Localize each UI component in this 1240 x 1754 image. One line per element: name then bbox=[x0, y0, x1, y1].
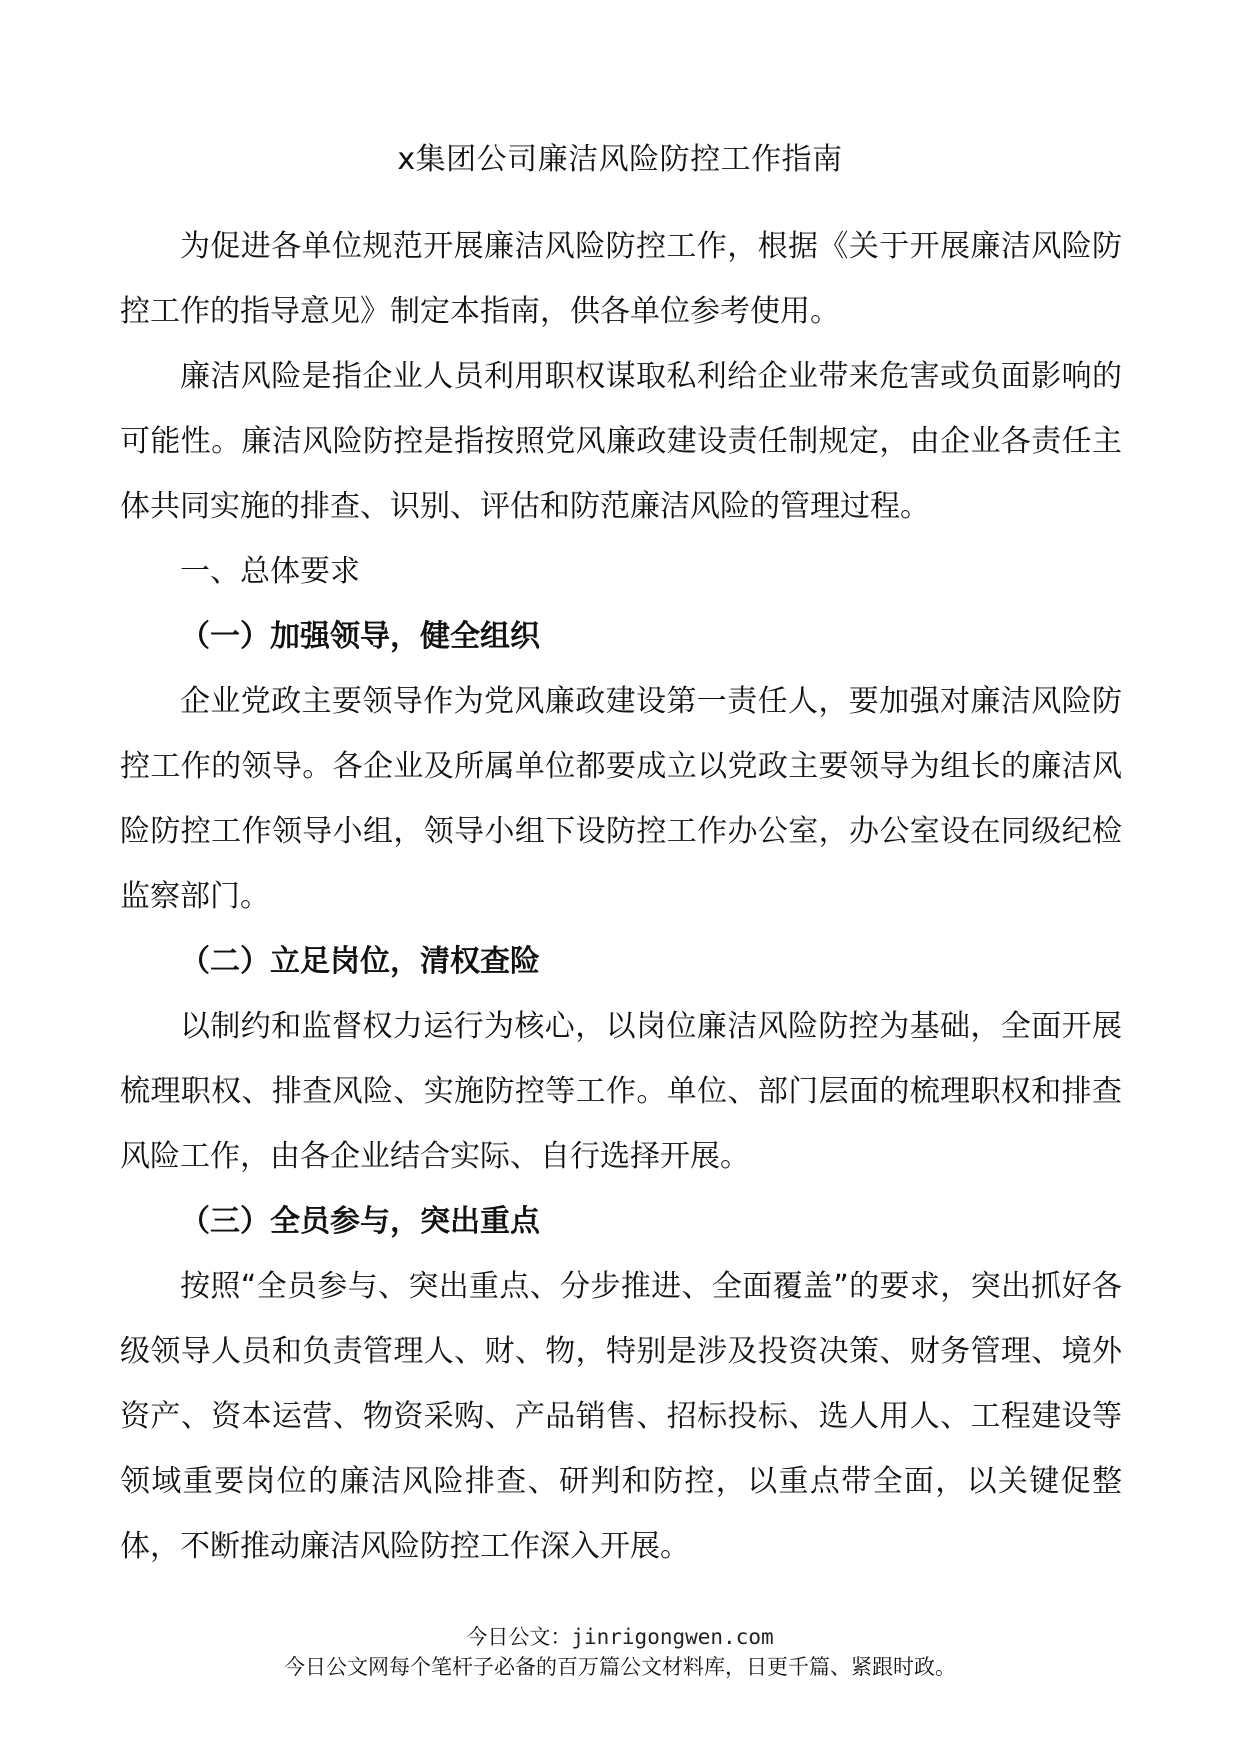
section-heading-general-requirements: 一、总体要求 bbox=[180, 554, 360, 589]
footer-slogan: 今日公文网每个笔杆子必备的百万篇公文材料库，日更千篇、紧跟时政。 bbox=[284, 1655, 956, 1679]
footer-source-line bbox=[0, 1622, 1240, 1652]
definition-paragraph: 廉洁风险是指企业人员利用职权谋取私利给企业带来危害或负面影响的可能性。廉洁风险防控是指按照党风廉政建设责任制规定，由企业各责任主体共同实施的排查、识别、评估和防范廉洁风险的管理过程。 bbox=[120, 359, 1122, 524]
subsection-heading-2: （二）立足岗位，清权查险 bbox=[180, 944, 540, 979]
footer-label: 今日公文： bbox=[466, 1625, 572, 1649]
subsection-text-3: 按照“全员参与、突出重点、分步推进、全面覆盖”的要求，突出抓好各级领导人员和负责管理人、财、物，特别是涉及投资决策、财务管理、境外资产、资本运营、物资采购、产品销售、招标投标、选人用人、工程建设等领域重要岗位的廉洁风险排查、研判和防控，以重点带全面，以关键促整体，不断推动廉洁风险防控工作深入开展。 bbox=[120, 1269, 1122, 1564]
subsection-text-1: 企业党政主要领导作为党风廉政建设第一责任人，要加强对廉洁风险防控工作的领导。各企业及所属单位都要成立以党政主要领导为组长的廉洁风险防控工作领导小组，领导小组下设防控工作办公室，办公室设在同级纪检监察部门。 bbox=[120, 684, 1122, 914]
footer-website-link[interactable]: jinrigongwen.com bbox=[571, 1625, 774, 1649]
document-title: x集团公司廉洁风险防控工作指南 bbox=[397, 142, 843, 177]
subsection-text-2: 以制约和监督权力运行为核心，以岗位廉洁风险防控为基础，全面开展梳理职权、排查风险、实施防控等工作。单位、部门层面的梳理职权和排查风险工作，由各企业结合实际、自行选择开展。 bbox=[120, 1009, 1122, 1174]
intro-paragraph: 为促进各单位规范开展廉洁风险防控工作，根据《关于开展廉洁风险防控工作的指导意见》制定本指南，供各单位参考使用。 bbox=[120, 229, 1122, 329]
subsection-heading-1: （一）加强领导，健全组织 bbox=[180, 619, 540, 654]
page-footer bbox=[0, 1622, 1240, 1682]
subsection-heading-3: （三）全员参与，突出重点 bbox=[180, 1204, 540, 1239]
document-body bbox=[120, 214, 1122, 1579]
